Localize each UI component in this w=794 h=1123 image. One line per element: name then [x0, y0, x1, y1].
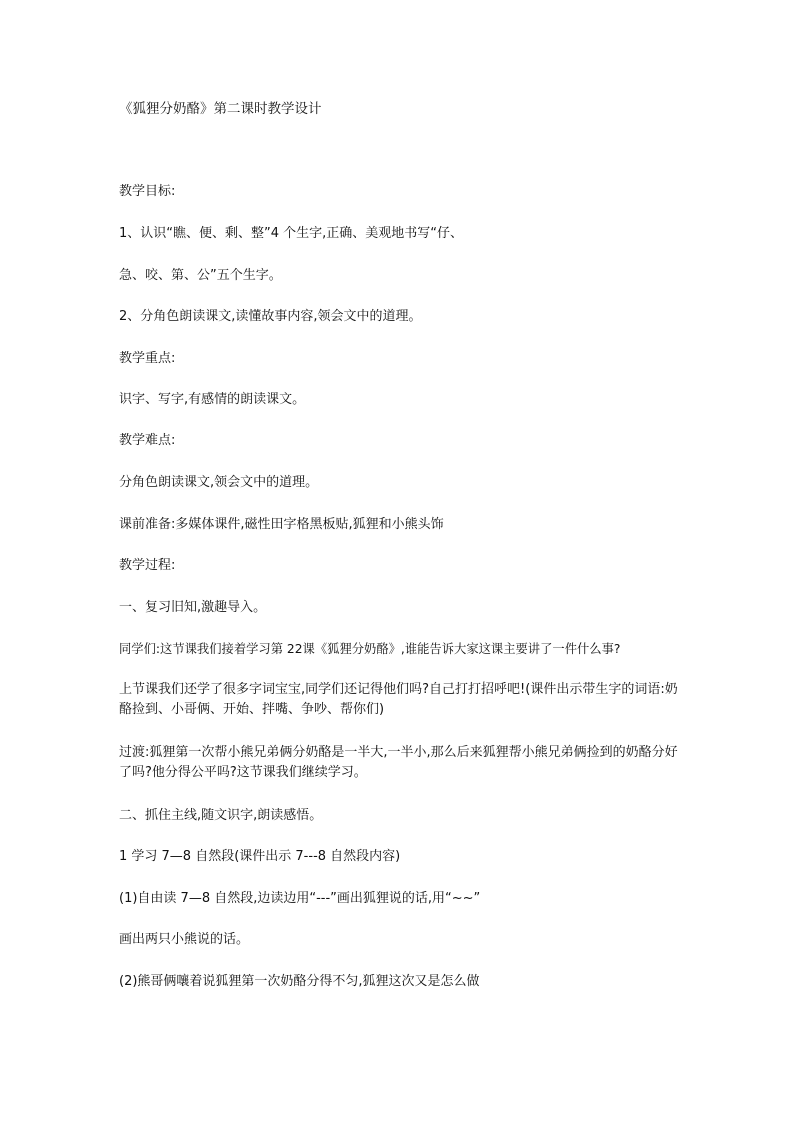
key-points-text: 识字、写字,有感情的朗读课文。 — [119, 392, 306, 407]
paragraph-review: 上节课我们还学了很多字词宝宝,同学们还记得他们吗?自己打打招呼吧!(课件出示带生字的词语:奶酪捡到、小哥俩、开始、拌嘴、争吵、帮你们) — [119, 682, 678, 717]
paragraph-transition: 过渡:狐狸第一次帮小熊兄弟俩分奶酪是一半大,一半小,那么后来狐狸帮小熊兄弟俩捡到的奶酪分好了吗?他分得公平吗?这节课我们继续学习。 — [119, 745, 678, 780]
goal-2: 2、分角色朗读课文,读懂故事内容,领会文中的道理。 — [119, 309, 422, 324]
difficulties-text: 分角色朗读课文,领会文中的道理。 — [119, 475, 319, 490]
goal-1-line-2: 急、咬、第、公”五个生字。 — [119, 268, 282, 283]
heading-key-points: 教学重点: — [119, 351, 176, 366]
heading-difficulties: 教学难点: — [119, 433, 176, 448]
preparation-text: 课前准备:多媒体课件,磁性田字格黑板贴,狐狸和小熊头饰 — [119, 517, 444, 532]
task-2-line-1: (2)熊哥俩嚷着说狐狸第一次奶酪分得不匀,狐狸这次又是怎么做 — [119, 974, 480, 989]
paragraph-intro: 同学们:这节课我们接着学习第 22课《狐狸分奶酪》,谁能告诉大家这课主要讲了一件什么事? — [119, 642, 621, 656]
section-1-heading: 一、复习旧知,激趣导入。 — [119, 600, 267, 615]
heading-teaching-goals: 教学目标: — [119, 184, 176, 199]
goal-1-line-1: 1、认识“瞧、便、剩、整”4 个生字,正确、美观地书写“仔、 — [119, 226, 464, 241]
document-title: 《狐狸分奶酪》第二课时教学设计 — [119, 101, 322, 117]
heading-process: 教学过程: — [119, 558, 176, 573]
section-2-heading: 二、抓住主线,随文识字,朗读感悟。 — [119, 808, 323, 823]
task-1-line-1: (1)自由读 7—8 自然段,边读边用“---”画出狐狸说的话,用“~~” — [119, 891, 481, 906]
task-1-line-2: 画出两只小熊说的话。 — [119, 932, 250, 947]
study-7-8-heading: 1 学习 7—8 自然段(课件出示 7---8 自然段内容) — [119, 849, 401, 864]
